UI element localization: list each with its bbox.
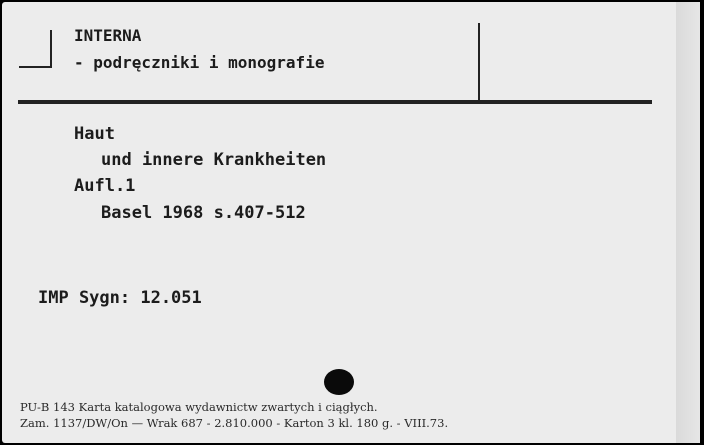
footer-line-1: PU-B 143 Karta katalogowa wydawnictw zwartych i ciągłych. — [20, 400, 378, 414]
header-separator — [478, 23, 480, 101]
corner-mark-vertical — [50, 30, 52, 68]
entry-line-1: Haut — [74, 124, 115, 144]
card-edge — [676, 2, 700, 443]
corner-mark-horizontal — [19, 66, 52, 68]
entry-line-3: Aufl.1 — [74, 176, 136, 196]
header-rule — [18, 100, 652, 104]
entry-line-4: Basel 1968 s.407-512 — [101, 203, 306, 223]
signature-line: IMP Sygn: 12.051 — [38, 288, 202, 308]
entry-line-2: und innere Krankheiten — [101, 150, 327, 170]
header-title: INTERNA — [74, 26, 142, 45]
punch-hole — [324, 369, 354, 395]
footer-line-2: Zam. 1137/DW/On — Wrak 687 - 2.810.000 - Karton 3 kl. 180 g. - VIII.73. — [20, 416, 449, 430]
header-subtitle: - podręczniki i monografie — [74, 53, 325, 72]
